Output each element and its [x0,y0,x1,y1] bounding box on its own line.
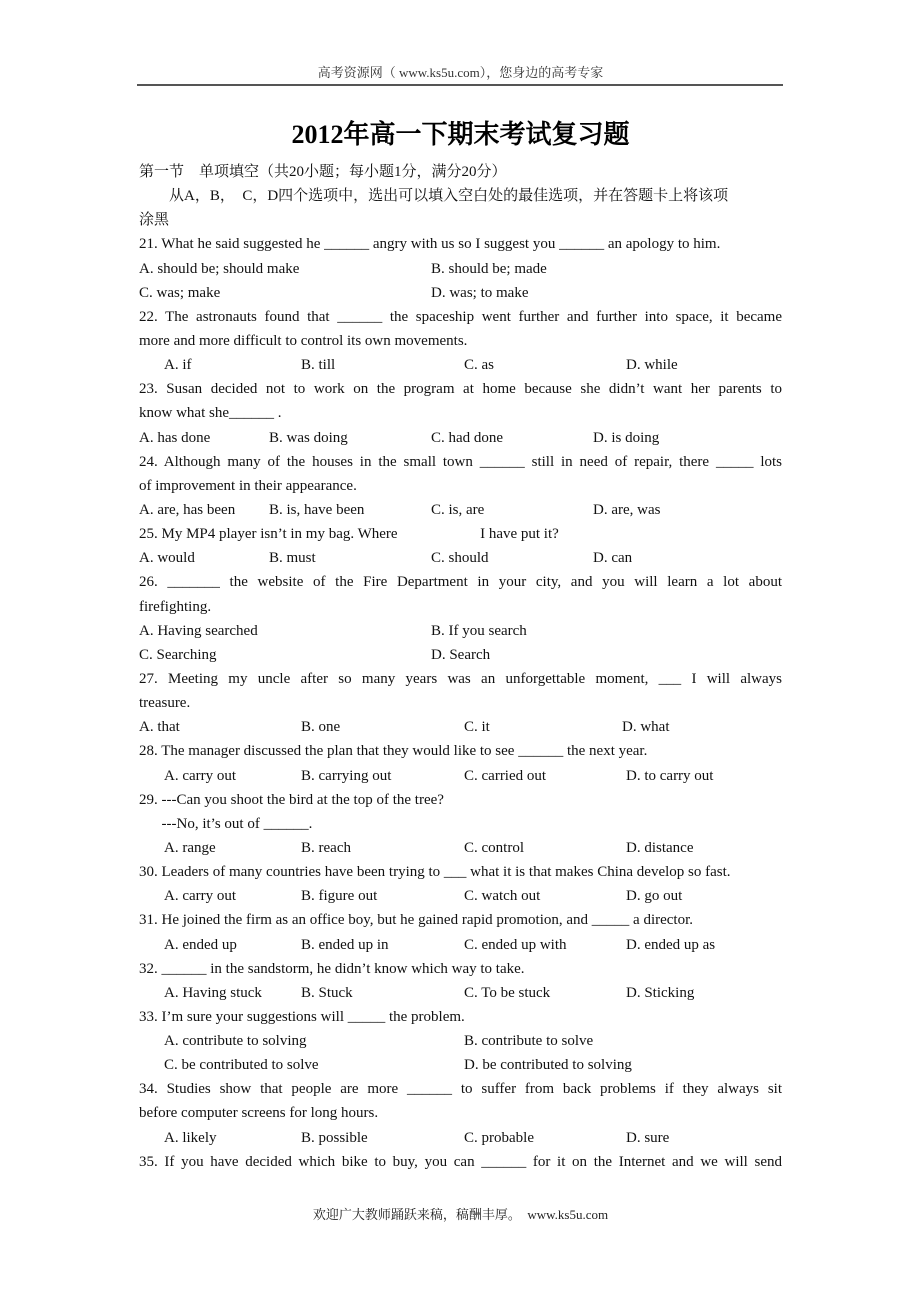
option-a: A. range [164,839,216,856]
option-d: D. while [626,357,678,374]
header-divider [137,84,783,86]
option-a: A. that [139,719,180,736]
option-c: C. had done [431,429,504,446]
option-b: B. If you search [431,622,527,639]
options-row [139,836,782,860]
question-stem: 25. My MP4 player isn’t in my bag. Where I have put it? [139,526,559,543]
question-stem-continued: ---No, it’s out of ______. [139,815,313,832]
options-row [139,643,782,667]
question-stem-continued: treasure. [139,695,191,712]
option-a: A. ended up [164,936,237,953]
question-stem: 29. ---Can you shoot the bird at the top of the tree? [139,791,444,808]
option-d: D. be contributed to solving [464,1057,632,1074]
options-row [139,764,782,788]
question-stem-continued: before computer screens for long hours. [139,1105,379,1122]
option-a: A. would [139,550,195,567]
option-d: D. ended up as [626,936,716,953]
option-a: A. Having searched [139,622,258,639]
option-c: C. be contributed to solve [164,1057,319,1074]
option-c: C. ended up with [464,936,567,953]
option-d: D. was; to make [431,284,529,301]
question-35 [139,1150,782,1174]
question-31 [139,908,782,956]
question-stem: 26. _______ the website of the Fire Department in your city, and you will learn a lot about [139,574,782,591]
options-row [139,1029,782,1053]
option-c: C. as [464,357,494,374]
option-d: D. Search [431,646,491,663]
question-stem: 32. ______ in the sandstorm, he didn’t know which way to take. [139,960,525,977]
option-c: C. control [464,839,524,856]
question-stem: 28. The manager discussed the plan that they would like to see ______ the next year. [139,743,648,760]
option-c: C. was; make [139,284,221,301]
page-footer: 欢迎广大教师踊跃来稿，稿酬丰厚。 www.ks5u.com [312,1207,609,1222]
options-row [139,884,782,908]
options-row [139,1053,782,1077]
option-b: B. is, have been [269,501,365,518]
options-row [139,353,782,377]
document-title: 2012年高一下期末考试复习题 [291,120,630,149]
option-a: A. should be; should make [139,260,300,277]
question-27 [139,667,782,739]
question-33 [139,1005,782,1077]
question-21 [139,232,782,304]
question-stem: 24. Although many of the houses in the small town ______ still in need of repair, there _____ lots [139,453,782,470]
option-a: A. has done [139,429,211,446]
options-row [139,546,782,570]
question-stem: 27. Meeting my uncle after so many years was an unforgettable moment, ___ I will always [139,670,782,687]
option-b: B. till [301,357,336,374]
option-d: D. can [593,550,633,567]
options-row [139,619,782,643]
option-a: A. Having stuck [164,984,262,1001]
question-23 [139,377,782,449]
option-a: A. carry out [164,888,237,905]
option-b: B. possible [301,1129,368,1146]
question-24 [139,450,782,522]
options-row [139,981,782,1005]
option-c: C. carried out [464,767,547,784]
question-30 [139,860,782,908]
question-stem: 31. He joined the firm as an office boy, but he gained rapid promotion, and _____ a director. [139,912,694,929]
question-stem: 33. I’m sure your suggestions will _____ the problem. [139,1008,465,1025]
options-row [139,281,782,305]
question-22 [139,305,782,377]
question-28 [139,739,782,787]
section-instruction-line-2: 涂黑 [139,212,170,229]
option-b: B. must [269,550,316,567]
option-d: D. distance [626,839,694,856]
option-a: A. likely [164,1129,217,1146]
question-stem: 23. Susan decided not to work on the program at home because she didn’t want her parents to [139,381,782,398]
option-b: B. contribute to solve [464,1033,594,1050]
options-row [139,715,782,739]
question-stem-continued: of improvement in their appearance. [139,477,357,494]
option-d: D. go out [626,888,683,905]
option-a: A. contribute to solving [164,1033,307,1050]
option-a: A. carry out [164,767,237,784]
options-row [139,933,782,957]
options-row [139,426,782,450]
option-c: C. To be stuck [464,984,551,1001]
options-row [139,498,782,522]
question-stem: 22. The astronauts found that ______ the spaceship went further and further into space, it became [139,308,782,325]
option-c: C. Searching [139,646,217,663]
question-stem: 35. If you have decided which bike to buy, you can ______ for it on the Internet and we will send [139,1153,782,1170]
options-row [139,257,782,281]
option-b: B. ended up in [301,936,389,953]
option-d: D. are, was [593,501,661,518]
option-b: B. one [301,719,341,736]
question-34 [139,1077,782,1149]
option-c: C. should [431,550,489,567]
option-b: B. reach [301,839,351,856]
question-25 [139,522,782,570]
question-stem-continued: more and more difficult to control its own movements. [139,332,468,349]
question-32 [139,957,782,1005]
document-body [139,160,782,1174]
option-c: C. it [464,719,490,736]
option-a: A. if [164,357,192,374]
question-26 [139,570,782,667]
options-row [139,1126,782,1150]
section-instruction-line-1: 从A，B， C，D四个选项中，选出可以填入空白处的最佳选项，并在答题卡上将该项 [169,188,729,205]
question-stem-continued: firefighting. [139,598,212,615]
option-d: D. to carry out [626,767,714,784]
option-b: B. Stuck [301,984,353,1001]
option-d: D. sure [626,1129,670,1146]
section-heading: 第一节 单项填空（共20小题；每小题1分，满分20分） [139,164,507,180]
question-stem: 21. What he said suggested he ______ angry with us so I suggest you ______ an apology to him. [139,236,721,253]
question-29 [139,788,782,860]
option-c: C. is, are [431,501,485,518]
option-b: B. figure out [301,888,378,905]
option-b: B. carrying out [301,767,392,784]
question-stem-continued: know what she______ . [139,405,282,422]
question-list [139,232,782,1173]
option-c: C. watch out [464,888,541,905]
option-d: D. what [622,719,670,736]
page-header: 高考资源网（ www.ks5u.com），您身边的高考专家 [317,65,604,80]
question-stem: 30. Leaders of many countries have been trying to ___ what it is that makes China develop so fast. [139,864,731,881]
option-a: A. are, has been [139,501,236,518]
option-b: B. should be; made [431,260,547,277]
option-c: C. probable [464,1129,534,1146]
option-d: D. Sticking [626,984,695,1001]
question-stem: 34. Studies show that people are more ______ to suffer from back problems if they always sit [139,1081,782,1098]
option-d: D. is doing [593,429,660,446]
option-b: B. was doing [269,429,348,446]
